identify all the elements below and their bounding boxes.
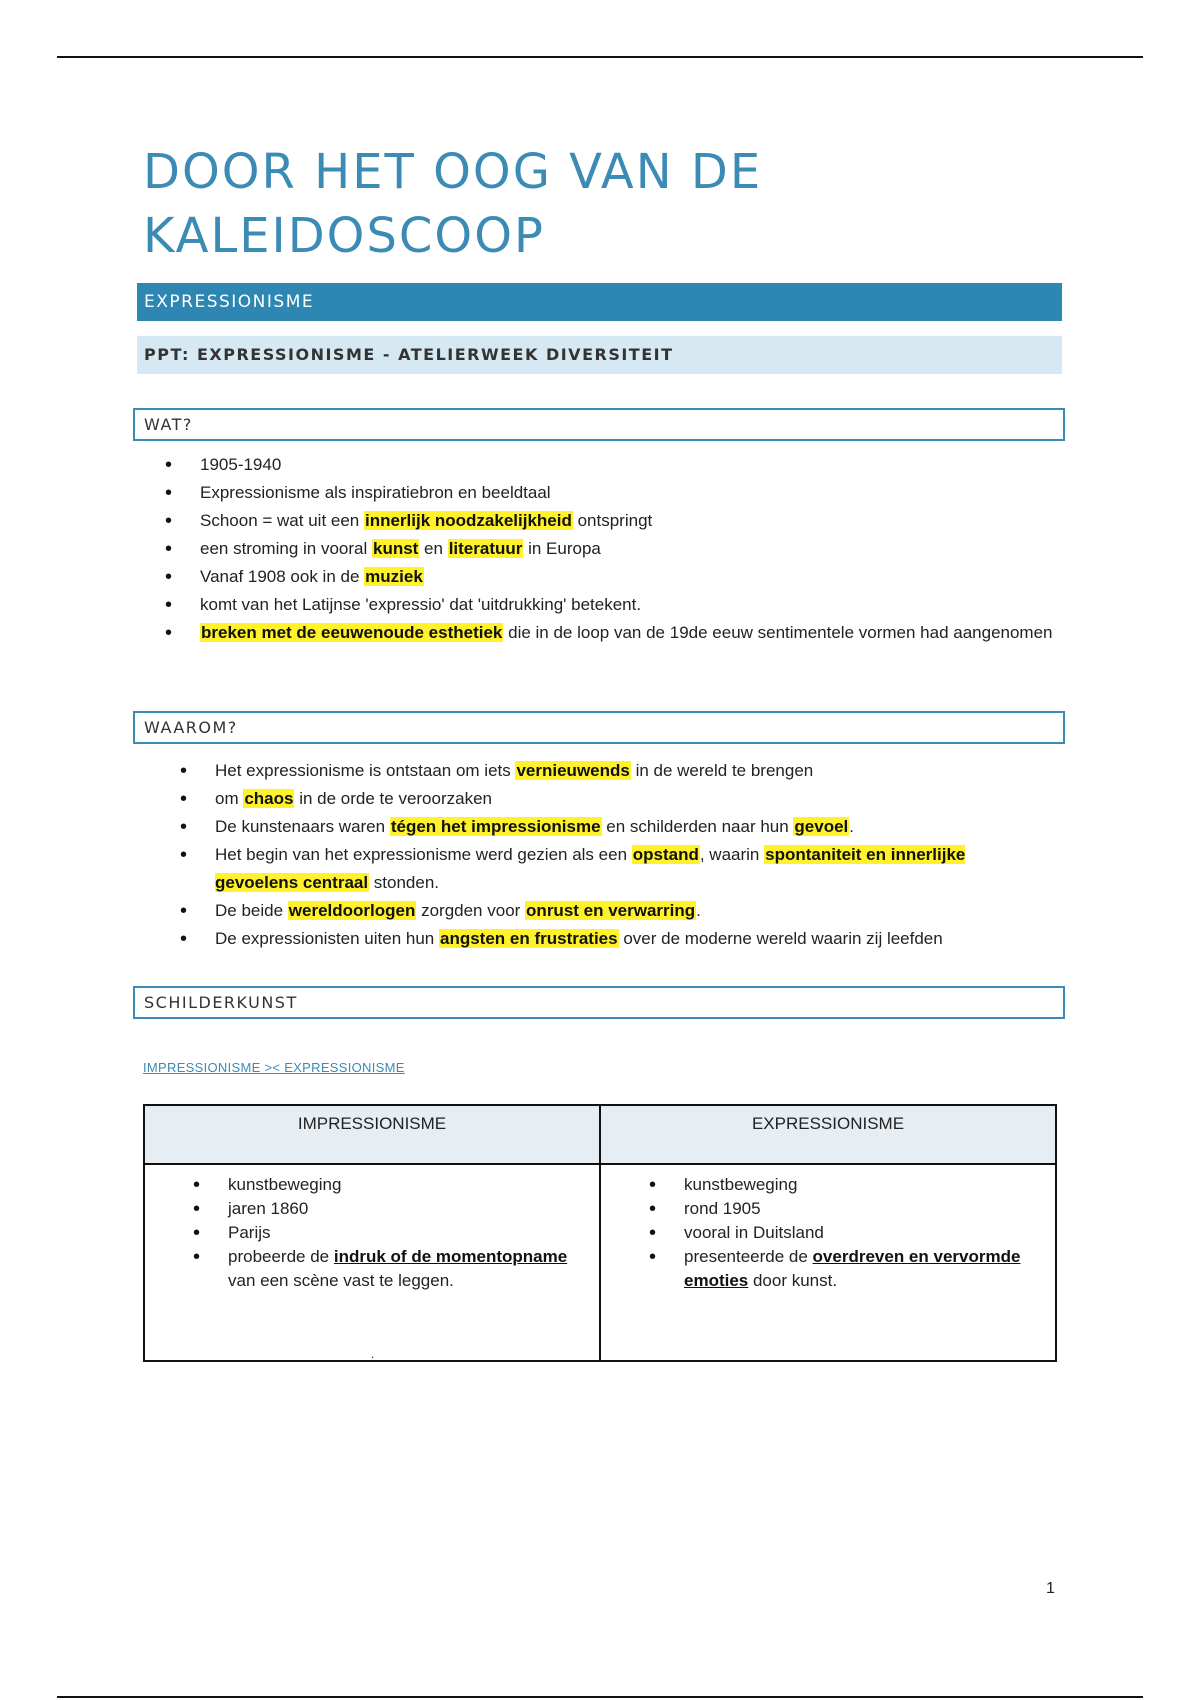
comparison-table <box>143 1104 1057 1362</box>
heading-ppt: PPT: EXPRESSIONISME - ATELIERWEEK DIVERSITEIT <box>137 336 1062 374</box>
list-item: • vooral in Duitsland <box>684 1221 1043 1245</box>
highlight: literatuur <box>448 539 523 558</box>
list-item: • om chaos in de orde te veroorzaken <box>215 785 1045 813</box>
table-cell-expressionisme <box>600 1164 1056 1361</box>
list-item: • breken met de eeuwenoude esthetiek die in de loop van de 19de eeuw sentimentele vormen had aangenomen <box>200 619 1060 647</box>
list-item: • Vanaf 1908 ook in de muziek <box>200 563 1060 591</box>
title-line-1: DOOR HET OOG VAN DE <box>143 144 763 200</box>
heading-waarom: WAAROM? <box>133 711 1065 744</box>
list-item: • De expressionisten uiten hun angsten en frustraties over de moderne wereld waarin zij leefden <box>215 925 1045 953</box>
underlined-term: indruk of de momentopname <box>333 1247 568 1266</box>
highlight: muziek <box>365 567 423 586</box>
list-item: • Het expressionisme is ontstaan om iets vernieuwends in de wereld te brengen <box>215 757 1045 785</box>
highlight: tégen het impressionisme <box>390 817 601 836</box>
table-cell-impressionisme <box>144 1164 600 1361</box>
subheading-impressionisme-expressionisme: IMPRESSIONISME >< EXPRESSIONISME <box>143 1060 405 1075</box>
list-item: • Schoon = wat uit een innerlijk noodzakelijkheid ontspringt <box>200 507 1060 535</box>
table-header-impressionisme: IMPRESSIONISME <box>144 1105 600 1164</box>
highlight: vernieuwends <box>516 761 630 780</box>
highlight: gevoel <box>794 817 849 836</box>
list-item: • kunstbeweging <box>684 1173 1043 1197</box>
top-rule <box>57 56 1143 58</box>
waarom-list <box>215 757 1045 953</box>
highlight: opstand <box>632 845 699 864</box>
list-item: • Het begin van het expressionisme werd gezien als een opstand, waarin spontaniteit en innerlijke gevoelens centraal stonden. <box>215 841 1045 897</box>
highlight: spontaniteit en innerlijke gevoelens centraal <box>215 845 966 892</box>
list-item: • De beide wereldoorlogen zorgden voor onrust en verwarring. <box>215 897 1045 925</box>
underlined-term: overdreven en vervormde emoties <box>684 1247 1021 1290</box>
page-number: 1 <box>1046 1580 1055 1597</box>
list-item: • Parijs <box>228 1221 587 1245</box>
heading-wat: WAT? <box>133 408 1065 441</box>
list-item: • presenteerde de overdreven en vervormde emoties door kunst. <box>684 1245 1043 1293</box>
highlight: kunst <box>372 539 419 558</box>
wat-list <box>200 451 1060 647</box>
list-item: • probeerde de indruk of de momentopname van een scène vast te leggen. <box>228 1245 587 1293</box>
highlight: breken met de eeuwenoude esthetiek <box>201 623 503 642</box>
bottom-rule <box>57 1696 1143 1698</box>
highlight: angsten en frustraties <box>439 929 618 948</box>
list-item: • Expressionisme als inspiratiebron en beeldtaal <box>200 479 1060 507</box>
highlight: chaos <box>244 789 294 808</box>
title-line-2: KALEIDOSCOOP <box>143 208 545 264</box>
heading-expressionisme: EXPRESSIONISME <box>137 283 1062 321</box>
list-item: • rond 1905 <box>684 1197 1043 1221</box>
list-item: • komt van het Latijnse 'expressio' dat 'uitdrukking' betekent. <box>200 591 1060 619</box>
highlight: wereldoorlogen <box>288 901 416 920</box>
table-header-expressionisme: EXPRESSIONISME <box>600 1105 1056 1164</box>
list-item: • 1905-1940 <box>200 451 1060 479</box>
stray-dot: . <box>371 1347 375 1361</box>
list-item: • een stroming in vooral kunst en literatuur in Europa <box>200 535 1060 563</box>
highlight: onrust en verwarring <box>526 901 696 920</box>
highlight: innerlijk noodzakelijkheid <box>364 511 572 530</box>
list-item: • jaren 1860 <box>228 1197 587 1221</box>
list-item: • kunstbeweging <box>228 1173 587 1197</box>
page-title <box>143 140 762 268</box>
heading-schilderkunst: SCHILDERKUNST <box>133 986 1065 1019</box>
list-item: • De kunstenaars waren tégen het impressionisme en schilderden naar hun gevoel. <box>215 813 1045 841</box>
